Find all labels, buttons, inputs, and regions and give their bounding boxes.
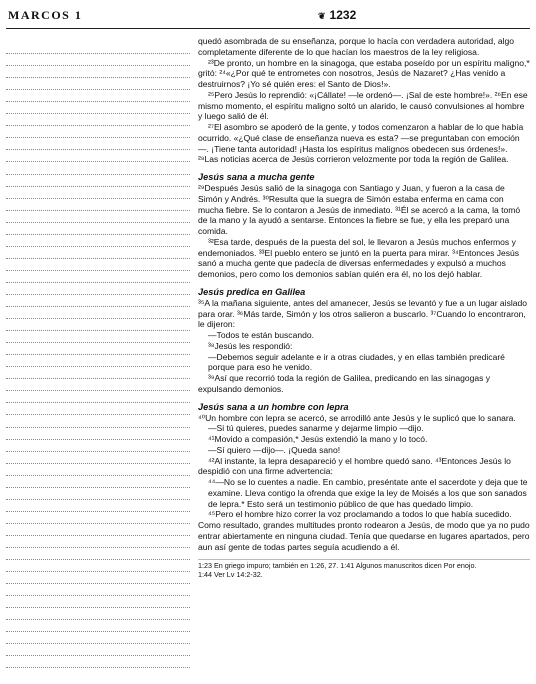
note-line xyxy=(6,428,190,440)
note-line xyxy=(6,66,190,78)
page-number: 1232 xyxy=(329,8,357,22)
note-line xyxy=(6,175,190,187)
note-line xyxy=(6,367,190,379)
note-line xyxy=(6,295,190,307)
verse-paragraph: ²⁵Pero Jesús lo reprendió: «¡Cállate! —le ordenó—. ¡Sal de este hombre!». ²⁶En ese mismo momento, el espíritu maligno soltó un alarido, le causó convulsiones al hombre y luego salió de él. xyxy=(198,89,528,122)
note-line xyxy=(6,331,190,343)
verse-paragraph: ⁴⁴—No se lo cuentes a nadie. En cambio, preséntate ante el sacerdote y deja que te examine. Lleva contigo la ofrenda que exige la ley de Moisés a los que son sanados de lepra.* Esto será un testimonio público de que has quedado limpio. xyxy=(208,477,528,509)
note-line xyxy=(6,54,190,66)
note-line xyxy=(6,488,190,500)
note-line xyxy=(6,247,190,259)
note-line xyxy=(6,403,190,415)
verse-paragraph: —Debemos seguir adelante e ir a otras ciudades, y en ellas también predicaré porque para eso he venido. xyxy=(208,351,505,373)
note-line xyxy=(6,440,190,452)
footnotes xyxy=(198,559,530,579)
note-line xyxy=(6,343,190,355)
note-line xyxy=(6,415,190,427)
verse-paragraph: ⁴¹Movido a compasión,* Jesús extendió la mano y lo tocó. xyxy=(208,434,428,444)
note-lines xyxy=(6,42,190,668)
note-line xyxy=(6,162,190,174)
footnote-line: 1:23 En griego impuro; también en 1:26, 27. 1:41 Algunos manuscritos dicen Por enojo. xyxy=(198,561,477,571)
section-heading: Jesús sana a mucha gente xyxy=(198,172,315,182)
note-line xyxy=(6,138,190,150)
note-line xyxy=(6,608,190,620)
verse-paragraph: ³⁵A la mañana siguiente, antes del amanecer, Jesús se levantó y fue a un lugar aislado para orar. ³⁶Más tarde, Simón y los otros salieron a buscarlo. ³⁷Cuando lo encontraron, le dijeron: xyxy=(198,297,528,330)
note-line xyxy=(6,452,190,464)
note-line xyxy=(6,199,190,211)
note-line xyxy=(6,78,190,90)
note-line xyxy=(6,572,190,584)
page-number-block xyxy=(318,8,356,22)
note-line xyxy=(6,524,190,536)
note-line xyxy=(6,644,190,656)
note-line xyxy=(6,379,190,391)
note-line xyxy=(6,223,190,235)
fleuron-icon: ❦ xyxy=(318,11,326,21)
note-line xyxy=(6,150,190,162)
note-line xyxy=(6,114,190,126)
note-line xyxy=(6,560,190,572)
verse-paragraph: ³⁹Así que recorrió toda la región de Galilea, predicando en las sinagogas y expulsando demonios. xyxy=(198,373,491,394)
verse-paragraph: —Sí quiero —dijo—. ¡Queda sano! xyxy=(208,444,341,455)
note-line xyxy=(6,259,190,271)
running-header xyxy=(6,5,530,29)
note-line xyxy=(6,42,190,54)
note-line xyxy=(6,596,190,608)
note-line xyxy=(6,500,190,512)
note-line xyxy=(6,283,190,295)
note-line xyxy=(6,307,190,319)
verse-paragraph: ²⁹Después Jesús salió de la sinagoga con Santiago y Juan, y fueron a la casa de Simón y Andrés. ³⁰Resulta que la suegra de Simón estaba enferma en cama con mucha fiebre. Se lo contaron a Jesús de inmediato. ³¹Él se acercó a la cama, la tomó de la mano y la ayudó a sentarse. Entonces la fiebre se fue, y ella les preparó una comida. xyxy=(198,183,521,236)
verse-paragraph: ⁴⁵Pero el hombre hizo correr la voz proclamando a todos lo que había sucedido. Como resultado, grandes multitudes pronto rodearon a Jesús, de modo que ya no pudo entrar abiertamente en ninguna ciudad. Tenía que quedarse en lugares apartados, pero aun así gente de todas partes seguía acudiendo a él. xyxy=(198,509,530,552)
note-line xyxy=(6,632,190,644)
note-line xyxy=(6,102,190,114)
note-line xyxy=(6,187,190,199)
verse-paragraph: —Todos te están buscando. xyxy=(208,330,314,340)
scripture-text xyxy=(198,36,530,579)
note-line xyxy=(6,548,190,560)
note-line xyxy=(6,584,190,596)
verse-paragraph: ²³De pronto, un hombre en la sinagoga, que estaba poseído por un espíritu maligno,* gritó: ²⁴«¿Por qué te entrometes con nosotros, Jesús de Nazaret? ¿Has venido a destruirnos? ¡Yo sé quién eres: el Santo de Dios!». xyxy=(198,57,530,89)
note-line xyxy=(6,656,190,668)
note-line xyxy=(6,620,190,632)
verse-paragraph: —Si tú quieres, puedes sanarme y dejarme limpio —dijo. xyxy=(208,423,424,434)
note-line xyxy=(6,319,190,331)
book-reference: MARCOS 1 xyxy=(8,8,83,22)
verse-paragraph: ⁴⁰Un hombre con lepra se acercó, se arrodilló ante Jesús y le suplicó que lo sanara. xyxy=(198,412,516,423)
note-line xyxy=(6,464,190,476)
verse-paragraph: ³²Esa tarde, después de la puesta del sol, le llevaron a Jesús muchos enfermos y endemoniados. ³³El pueblo entero se juntó en la puerta para mirar. ³⁴Entonces Jesús sanó a mucha gente que padecía de diversas enfermedades y expulsó a muchos demonios, pero como los demonios sabían quién era él, no los dejó hablar. xyxy=(198,236,520,279)
section-heading: Jesús sana a un hombre con lepra xyxy=(198,401,349,412)
note-line xyxy=(6,512,190,524)
note-line xyxy=(6,476,190,488)
verse-paragraph: ³⁸Jesús les respondió: xyxy=(208,340,293,351)
footnote-line: 1:44 Ver Lv 14:2-32. xyxy=(198,569,263,579)
note-line xyxy=(6,235,190,247)
note-line xyxy=(6,211,190,223)
verse-paragraph: ⁴²Al instante, la lepra desapareció y el hombre quedó sano. ⁴³Entonces Jesús lo despidió con una firme advertencia: xyxy=(198,455,511,477)
verse-paragraph: ²⁷El asombro se apoderó de la gente, y todos comenzaron a hablar de lo que había ocurrido. «¿Qué clase de enseñanza nueva es esta? —se preguntaban con emoción—. ¡Tiene tanta autoridad! ¡Hasta los espíritus malignos obedecen sus órdenes!». ²⁸Las noticias acerca de Jesús corrieron velozmente por toda la región de Galilea. xyxy=(198,122,524,165)
note-line xyxy=(6,271,190,283)
note-line xyxy=(6,90,190,102)
verse-paragraph: quedó asombrada de su enseñanza, porque lo hacía con verdadera autoridad, algo completamente diferente de lo que hacían los maestros de la ley religiosa. xyxy=(198,36,514,57)
note-line xyxy=(6,391,190,403)
section-heading: Jesús predica en Galilea xyxy=(198,286,306,297)
note-line xyxy=(6,355,190,367)
note-line xyxy=(6,536,190,548)
note-line xyxy=(6,126,190,138)
